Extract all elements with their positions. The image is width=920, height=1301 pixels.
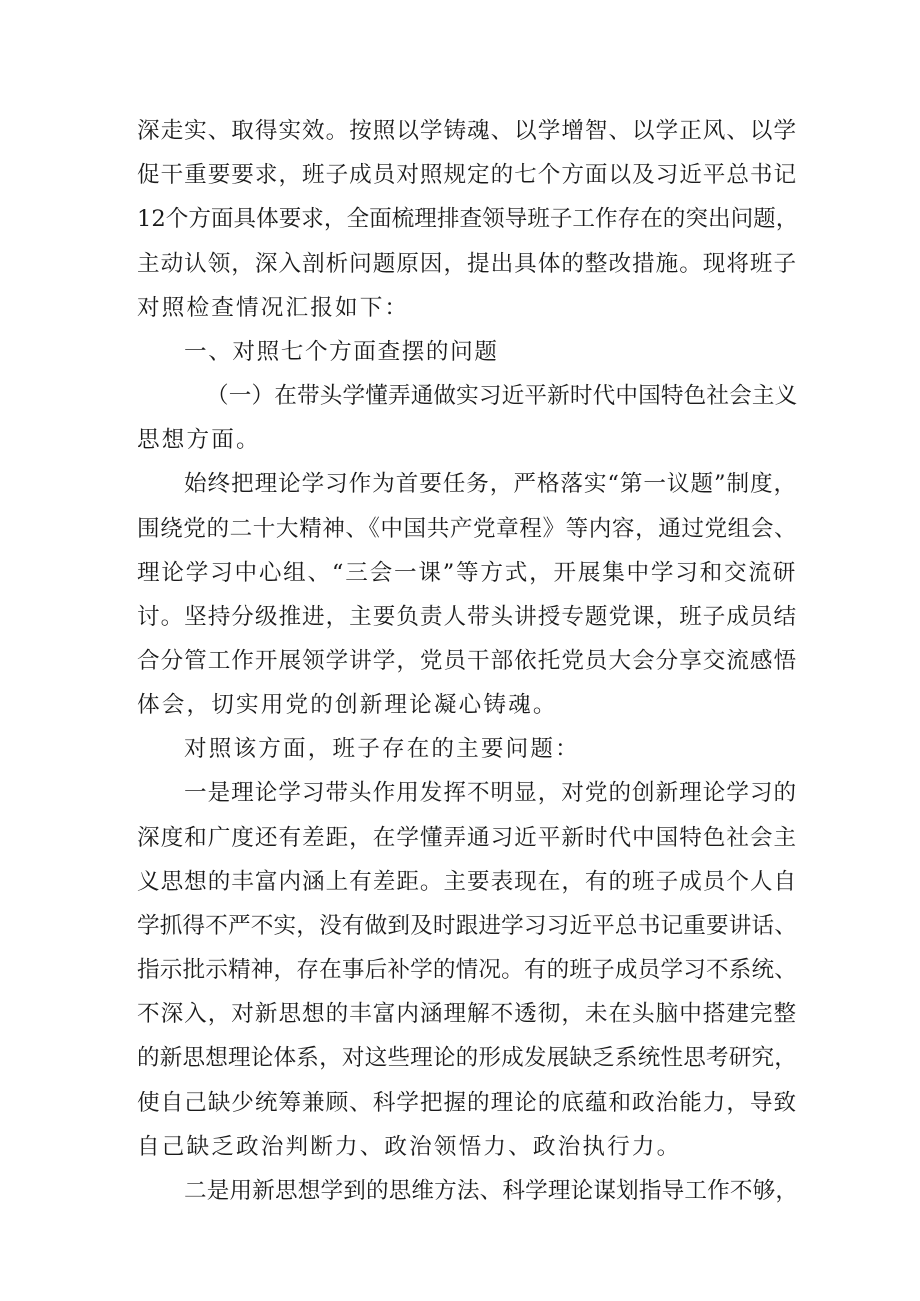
paragraph-line: 不深入，对新思想的丰富内涵理解不透彻，未在头脑中搭建完整 — [137, 1001, 797, 1027]
paragraph-line: 围绕党的二十大精神、《中国共产党章程》等内容，通过党组会、 — [137, 516, 797, 542]
paragraph-line: 自己缺乏政治判断力、政治领悟力、政治执行力。 — [137, 1134, 682, 1160]
paragraph-line: 使自己缺少统筹兼顾、科学把握的理论的底蕴和政治能力，导致 — [137, 1090, 797, 1116]
paragraph-line: 对照该方面，班子存在的主要问题： — [184, 736, 580, 762]
paragraph-line: 的新思想理论体系，对这些理论的形成发展缺乏系统性思考研究， — [137, 1045, 797, 1071]
paragraph-line: 体会，切实用党的创新理论凝心铸魂。 — [137, 692, 558, 718]
paragraph-line: 深度和广度还有差距，在学懂弄通习近平新时代中国特色社会主 — [137, 825, 797, 851]
body-line: 对照检查情况汇报如下： — [137, 295, 410, 321]
paragraph-line: 指示批示精神，存在事后补学的情况。有的班子成员学习不系统、 — [137, 957, 797, 983]
paragraph-line: 合分管工作开展领学讲学，党员干部依托党员大会分享交流感悟 — [137, 648, 797, 674]
paragraph-line: 义思想的丰富内涵上有差距。主要表现在，有的班子成员个人自 — [137, 869, 797, 895]
body-line: 促干重要要求，班子成员对照规定的七个方面以及习近平总书记 — [137, 162, 797, 188]
paragraph-line: 始终把理论学习作为首要任务，严格落实“第一议题”制度， — [184, 471, 797, 497]
section-heading: 一、对照七个方面查摆的问题 — [184, 339, 499, 365]
paragraph-line: 理论学习中心组、“三会一课”等方式，开展集中学习和交流研 — [137, 560, 797, 586]
paragraph-line: 学抓得不严不实，没有做到及时跟进学习习近平总书记重要讲话、 — [137, 913, 797, 939]
subsection-heading-line: （一）在带头学懂弄通做实习近平新时代中国特色社会主义 — [206, 383, 798, 409]
body-line: 主动认领，深入剖析问题原因，提出具体的整改措施。现将班子 — [137, 251, 797, 277]
body-line: 12个方面具体要求，全面梳理排查领导班子工作存在的突出问题， — [137, 206, 799, 232]
body-line: 深走实、取得实效。按照以学铸魂、以学增智、以学正风、以学 — [137, 118, 797, 144]
paragraph-line: 二是用新思想学到的思维方法、科学理论谋划指导工作不够， — [184, 1178, 799, 1204]
paragraph-line: 讨。坚持分级推进，主要负责人带头讲授专题党课，班子成员结 — [137, 604, 797, 630]
paragraph-line: 一是理论学习带头作用发挥不明显，对党的创新理论学习的 — [184, 780, 797, 806]
subsection-heading-line: 思想方面。 — [137, 427, 261, 453]
